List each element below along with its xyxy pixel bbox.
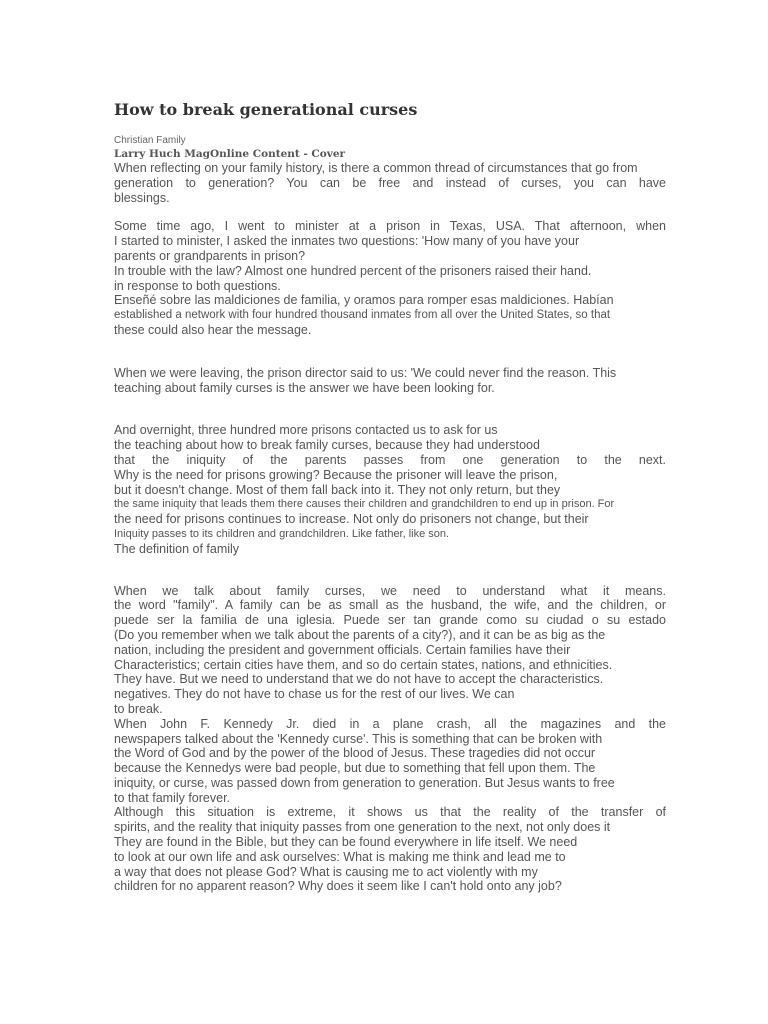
text-line: the same iniquity that leads them there causes their children and grandchildren to end up in prison. For [114,498,615,511]
text-line: to look at our own life and ask ourselves: What is making me think and lead me to [114,849,566,864]
text-line: Some time ago, I went to minister at a prison in Texas, USA. That afternoon, when [114,219,666,234]
text-line: that the iniquity of the parents passes from one generation to the next. [114,452,666,467]
text-line: because the Kennedys were bad people, but due to something that fell upon them. The [114,761,596,776]
text-line: established a network with four hundred thousand inmates from all over the United States, so that [114,309,611,322]
text-line: When reflecting on your family history, is there a common thread of circumstances that go from [114,161,638,175]
text-line: spirits, and the reality that iniquity passes from one generation to the next, not only does it [114,820,611,835]
text-line: When John F. Kennedy Jr. died in a plane crash, all the magazines and the [114,716,666,731]
text-line: newspapers talked about the 'Kennedy curse'. This is something that can be broken with [114,731,603,746]
text-line: Enseñé sobre las maldiciones de familia, y oramos para romper esas maldiciones. Habían [114,293,614,308]
section-heading: The definition of family [114,541,240,556]
article-category: Christian Family [114,135,186,146]
text-line: a way that does not please God? What is causing me to act violently with my [114,864,538,879]
text-line: these could also hear the message. [114,322,312,337]
paragraph-2 [114,219,666,337]
text-line: nation, including the president and government officials. Certain families have their [114,642,571,657]
text-line: negatives. They do not have to chase us for the rest of our lives. We can [114,687,515,702]
text-line: When we were leaving, the prison director said to us: 'We could never find the reason. This [114,365,617,380]
text-line: the Word of God and by the power of the blood of Jesus. These tragedies did not occur [114,746,596,761]
text-line: in response to both questions. [114,278,281,293]
paragraph-1 [114,161,666,205]
text-line: children for no apparent reason? Why does it seem like I can't hold onto any job? [114,879,562,894]
article-title: How to break generational curses [114,100,418,119]
text-line: When we talk about family curses, we need to understand what it means. [114,583,666,598]
text-line: to break. [114,701,163,716]
text-line: I started to minister, I asked the inmates two questions: 'How many of you have your [114,234,580,249]
text-line: the teaching about how to break family curses, because they had understood [114,438,540,453]
text-line: but it doesn't change. Most of them fall back into it. They not only return, but they [114,482,561,497]
paragraph-5 [114,584,666,895]
text-line: They are found in the Bible, but they can be found everywhere in life itself. We need [114,835,578,850]
text-line: Although this situation is extreme, it shows us that the reality of the transfer of [114,805,666,820]
text-line: the need for prisons continues to increase. Not only do prisoners not change, but their [114,512,589,527]
document-page [114,99,666,894]
paragraph-3 [114,366,666,396]
text-line: In trouble with the law? Almost one hundred percent of the prisoners raised their hand. [114,263,592,278]
paragraph-4 [114,423,666,556]
article-byline: Larry Huch MagOnline Content - Cover [114,148,346,160]
text-line: Why is the need for prisons growing? Because the prisoner will leave the prison, [114,467,558,482]
text-line: to that family forever. [114,790,231,805]
text-line: They have. But we need to understand that we do not have to accept the characteristics. [114,672,604,687]
text-line: iniquity, or curse, was passed down from generation to generation. But Jesus wants to free [114,775,615,790]
text-line: teaching about family curses is the answer we have been looking for. [114,380,495,395]
text-line: And overnight, three hundred more prisons contacted us to ask for us [114,423,498,438]
text-line: Characteristics; certain cities have them, and so do certain states, nations, and ethnicities. [114,657,613,672]
text-line: the word "family". A family can be as small as the husband, the wife, and the children, or [114,598,666,613]
text-line: parents or grandparents in prison? [114,248,306,263]
text-line: Iniquity passes to its children and grandchildren. Like father, like son. [114,527,450,540]
text-line: puede ser la familia de una iglesia. Puede ser tan grande como su ciudad o su estado [114,613,666,628]
text-line: generation to generation? You can be free and instead of curses, you can have [114,175,666,190]
text-line: (Do you remember when we talk about the parents of a city?), and it can be as big as the [114,627,606,642]
text-line: blessings. [114,190,170,205]
